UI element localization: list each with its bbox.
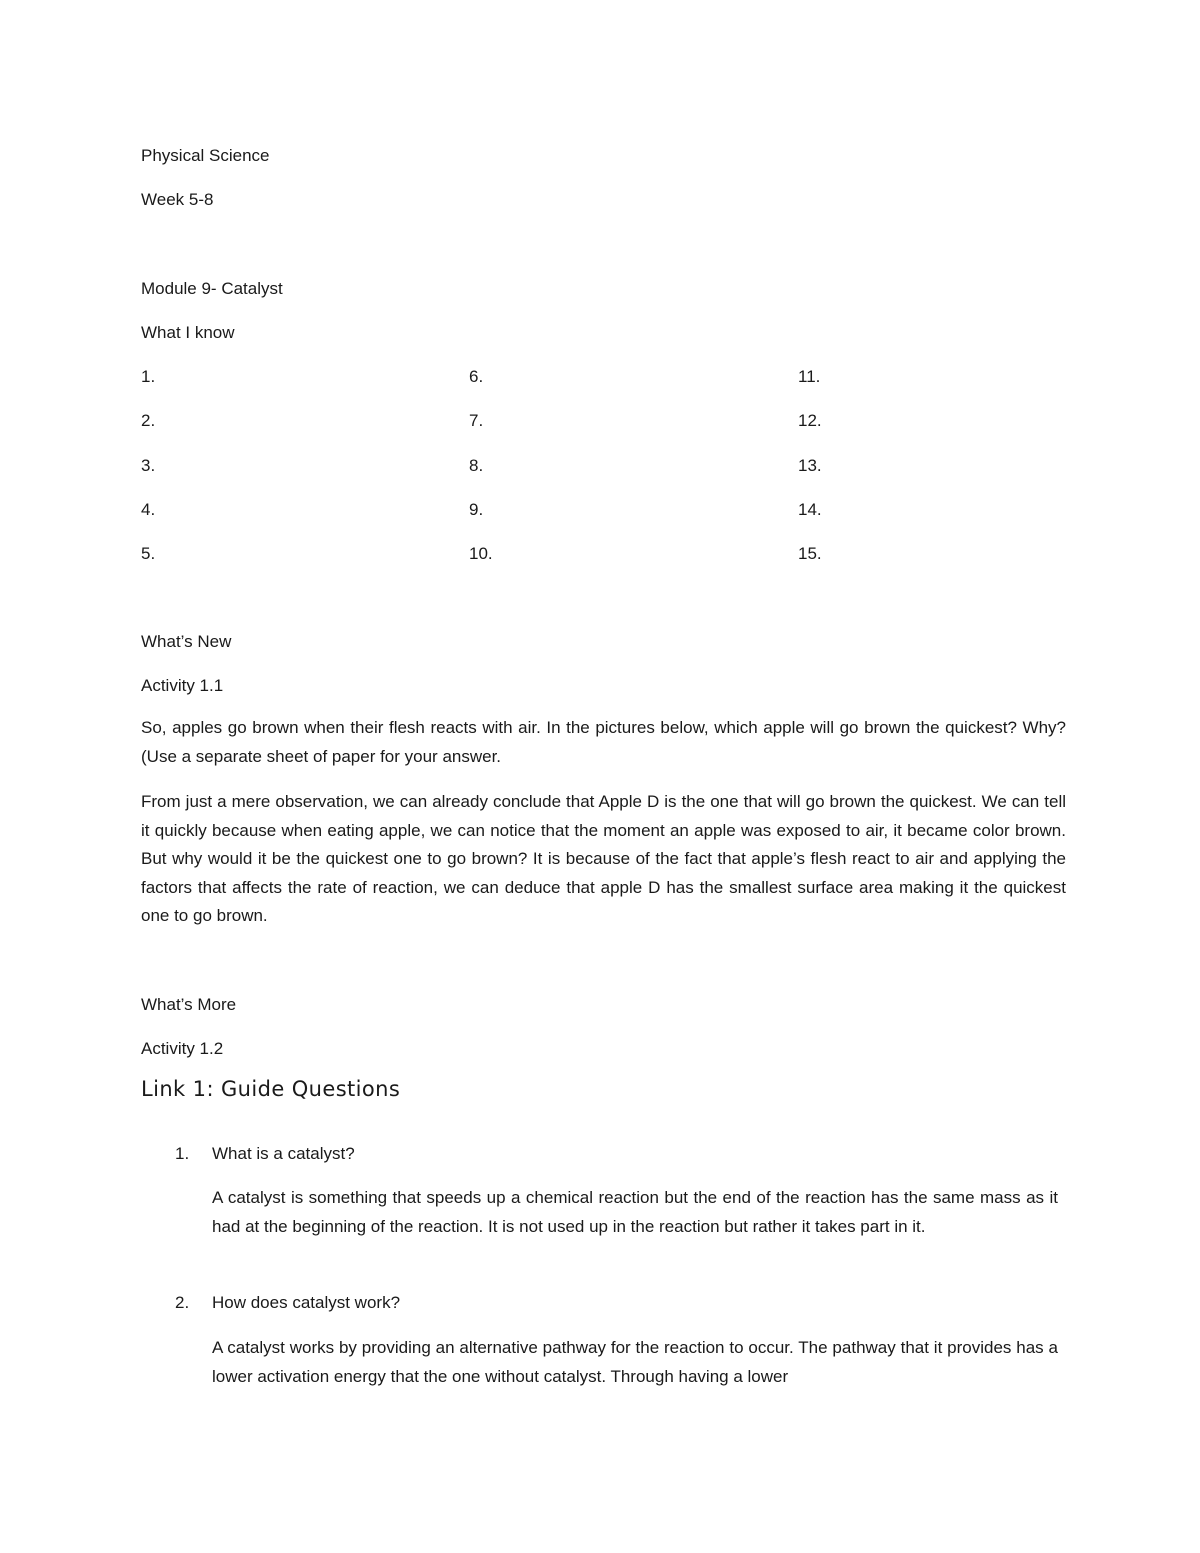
week-label: Week 5-8	[141, 190, 214, 209]
answer-number: 8.	[469, 456, 484, 475]
question-answer: A catalyst is something that speeds up a chemical reaction but the end of the reaction has the same mass as it had at the beginning of the reaction. It is not used up in the reaction but rather it takes part in it.	[212, 1188, 1058, 1236]
answer-number: 11.	[798, 367, 821, 386]
question-text: How does catalyst work?	[212, 1293, 401, 1312]
question-number: 1.	[175, 1144, 190, 1163]
answer-number: 13.	[798, 456, 822, 475]
subject-title: Physical Science	[141, 146, 270, 165]
activity-1-1-prompt: So, apples go brown when their flesh reacts with air. In the pictures below, which apple will go brown the quickest? Why? (Use a separate sheet of paper for your answer.	[141, 718, 1066, 766]
link-1-heading: Link 1: Guide Questions	[141, 1077, 401, 1101]
answer-number: 9.	[469, 500, 484, 519]
section-what-i-know: What I know	[141, 323, 235, 342]
answer-number: 2.	[141, 411, 156, 430]
section-whats-more: What’s More	[141, 995, 237, 1014]
activity-1-2-label: Activity 1.2	[141, 1039, 224, 1058]
activity-1-1-label: Activity 1.1	[141, 676, 224, 695]
question-answer: A catalyst works by providing an alternative pathway for the reaction to occur. The pathway that it provides has a lower activation energy that the one without catalyst. Through having a lower	[212, 1338, 1058, 1386]
answer-number: 4.	[141, 500, 156, 519]
answer-number: 10.	[469, 544, 493, 563]
answer-number: 12.	[798, 411, 822, 430]
answer-number: 7.	[469, 411, 484, 430]
answer-number: 3.	[141, 456, 156, 475]
module-title: Module 9- Catalyst	[141, 279, 283, 298]
answer-number: 5.	[141, 544, 156, 563]
answer-number: 15.	[798, 544, 822, 563]
section-whats-new: What’s New	[141, 632, 232, 651]
question-number: 2.	[175, 1293, 190, 1312]
answer-number: 1.	[141, 367, 156, 386]
activity-1-1-answer: From just a mere observation, we can already conclude that Apple D is the one that will go brown the quickest. We can tell it quickly because when eating apple, we can notice that the moment an apple was exposed to air, it became color brown. But why would it be the quickest one to go brown? It is because of the fact that apple’s flesh react to air and applying the factors that affects the rate of reaction, we can deduce that apple D has the smallest surface area making it the quickest one to go brown.	[141, 792, 1066, 925]
question-text: What is a catalyst?	[212, 1144, 355, 1163]
answer-number: 14.	[798, 500, 822, 519]
answer-number: 6.	[469, 367, 484, 386]
